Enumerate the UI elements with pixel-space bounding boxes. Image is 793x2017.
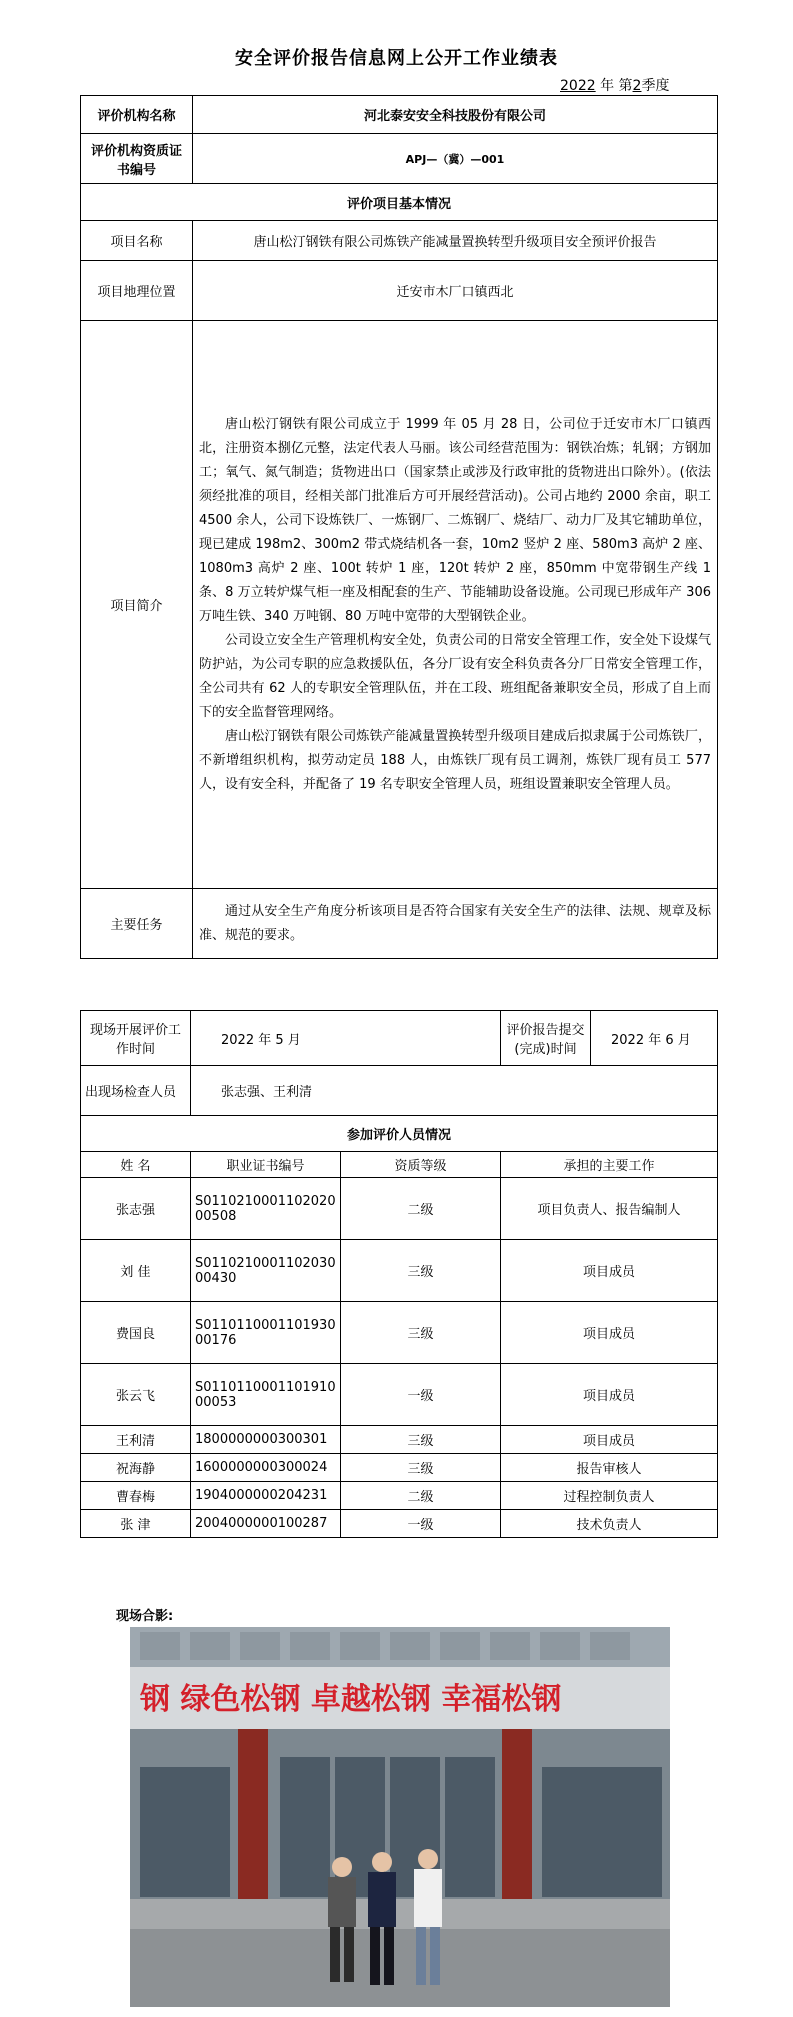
staff-level: 三级 [341, 1240, 501, 1302]
staff-name: 祝海静 [81, 1454, 191, 1482]
staff-role: 项目成员 [501, 1302, 718, 1364]
staff-name: 张云飞 [81, 1364, 191, 1426]
staff-header-row [81, 1152, 718, 1178]
org-cert-label: 评价机构资质证书编号 [81, 134, 193, 184]
start-time-label: 现场开展评价工作时间 [81, 1011, 191, 1066]
period-quarter-prefix: 第 [618, 78, 633, 94]
project-name: 唐山松汀钢铁有限公司炼铁产能减量置换转型升级项目安全预评价报告 [193, 221, 718, 261]
staff-level: 二级 [341, 1178, 501, 1240]
staff-name: 王利清 [81, 1426, 191, 1454]
org-name-label: 评价机构名称 [81, 96, 193, 134]
staff-role: 过程控制负责人 [501, 1482, 718, 1510]
intro-paragraph: 唐山松汀钢铁有限公司成立于 1999 年 05 月 28 日，公司位于迁安市木厂口镇西北，注册资本捌亿元整，法定代表人马丽。该公司经营范围为：钢铁冶炼；轧钢；方钢加工；氧气、氮气制造；货物进出口（国家禁止或涉及行政审批的货物进出口除外）。(依法须经批准的项目，经相关部门批准后方可开展经营活动)。公司占地约 2000 余亩，职工 4500 余人，公司下设炼铁厂、一炼钢厂、二炼钢厂、烧结厂、动力厂及其它辅助单位，现已建成 198m2、300m2 带式烧结机各一套，10m2 竖炉 2 座、580m3 高炉 2 座、1080m3 高炉 2 座、100t 转炉 1 座，120t 转炉 2 座，850mm 中宽带钢生产线 1 条、8 万立转炉煤气柜一座及相配套的生产、节能辅助设备设施。公司现已形成年产 306 万吨生铁、340 万吨钢、80 万吨中宽带的大型钢铁企业。 [199, 416, 711, 624]
staff-name: 张 津 [81, 1510, 191, 1538]
staff-section-title: 参加评价人员情况 [81, 1116, 718, 1152]
staff-level: 三级 [341, 1454, 501, 1482]
intro-label: 项目简介 [81, 321, 193, 889]
table-row [81, 1178, 718, 1240]
period-quarter-suffix: 季度 [641, 78, 670, 94]
staff-cert: S011011000110191000053 [191, 1364, 341, 1426]
header-level: 资质等级 [341, 1152, 501, 1178]
project-location: 迁安市木厂口镇西北 [193, 261, 718, 321]
staff-name: 刘 佳 [81, 1240, 191, 1302]
staff-cert: 2004000000100287 [191, 1510, 341, 1538]
section-title: 评价项目基本情况 [81, 184, 718, 221]
period-year: 2022 [560, 78, 596, 94]
staff-role: 项目成员 [501, 1240, 718, 1302]
group-photo [130, 1627, 670, 2007]
period-quarter: 2 [632, 78, 642, 94]
submit-time-label: 评价报告提交(完成)时间 [501, 1011, 591, 1066]
staff-cert: S011011000110193000176 [191, 1302, 341, 1364]
staff-level: 一级 [341, 1510, 501, 1538]
intro-paragraph: 公司设立安全生产管理机构安全处，负责公司的日常安全管理工作，安全处下设煤气防护站，为公司专职的应急救援队伍，各分厂设有安全科负责各分厂日常安全管理工作，全公司共有 62 人的专职安全管理队伍，并在工段、班组配备兼职安全员，形成了自上而下的安全监督管理网络。 [199, 632, 711, 720]
banner-text: 钢 绿色松钢 卓越松钢 幸福松钢 [140, 1682, 562, 1717]
staff-role: 技术负责人 [501, 1510, 718, 1538]
table-row [81, 1364, 718, 1426]
group-photo-illustration [130, 1627, 670, 2007]
intro-paragraph: 唐山松汀钢铁有限公司炼铁产能减量置换转型升级项目建成后拟隶属于公司炼铁厂，不新增组织机构，拟劳动定员 188 人，由炼铁厂现有员工调剂，炼铁厂现有员工 577 人，设有安全科，并配备了 19 名专职安全管理人员，班组设置兼职安全管理人员。 [199, 728, 711, 792]
staff-role: 项目成员 [501, 1426, 718, 1454]
staff-role: 项目负责人、报告编制人 [501, 1178, 718, 1240]
staff-role: 项目成员 [501, 1364, 718, 1426]
start-time: 2022 年 5 月 [191, 1011, 501, 1066]
photo-label: 现场合影: [116, 1609, 174, 1624]
staff-cert: 1600000000300024 [191, 1454, 341, 1482]
table-row [81, 1454, 718, 1482]
staff-cert: 1800000000300301 [191, 1426, 341, 1454]
table-row [81, 1426, 718, 1454]
header-name: 姓 名 [81, 1152, 191, 1178]
inspectors: 张志强、王利清 [191, 1066, 718, 1116]
location-label: 项目地理位置 [81, 261, 193, 321]
staff-level: 二级 [341, 1482, 501, 1510]
table-row [81, 1240, 718, 1302]
project-name-label: 项目名称 [81, 221, 193, 261]
task-label: 主要任务 [81, 889, 193, 959]
header-cert: 职业证书编号 [191, 1152, 341, 1178]
table-row [81, 1482, 718, 1510]
staff-cert: S011021000110203000430 [191, 1240, 341, 1302]
staff-table [80, 1010, 718, 1538]
project-intro [193, 321, 718, 889]
org-name: 河北泰安安全科技股份有限公司 [193, 96, 718, 134]
inspectors-label: 出现场检查人员 [81, 1066, 191, 1116]
staff-level: 三级 [341, 1302, 501, 1364]
project-table [80, 95, 718, 959]
staff-name: 曹春梅 [81, 1482, 191, 1510]
header-role: 承担的主要工作 [501, 1152, 718, 1178]
project-task [193, 889, 718, 959]
task-text: 通过从安全生产角度分析该项目是否符合国家有关安全生产的法律、法规、规章及标准、规范的要求。 [199, 903, 711, 943]
page-title: 安全评价报告信息网上公开工作业绩表 [235, 48, 558, 69]
period-year-unit: 年 [600, 78, 615, 94]
staff-name: 费国良 [81, 1302, 191, 1364]
org-cert: APJ—（冀）—001 [193, 134, 718, 184]
staff-cert: S011021000110202000508 [191, 1178, 341, 1240]
staff-name: 张志强 [81, 1178, 191, 1240]
table-row [81, 1510, 718, 1538]
staff-level: 一级 [341, 1364, 501, 1426]
submit-time: 2022 年 6 月 [591, 1011, 718, 1066]
table-row [81, 1302, 718, 1364]
staff-level: 三级 [341, 1426, 501, 1454]
report-period [560, 75, 669, 95]
staff-cert: 1904000000204231 [191, 1482, 341, 1510]
staff-role: 报告审核人 [501, 1454, 718, 1482]
